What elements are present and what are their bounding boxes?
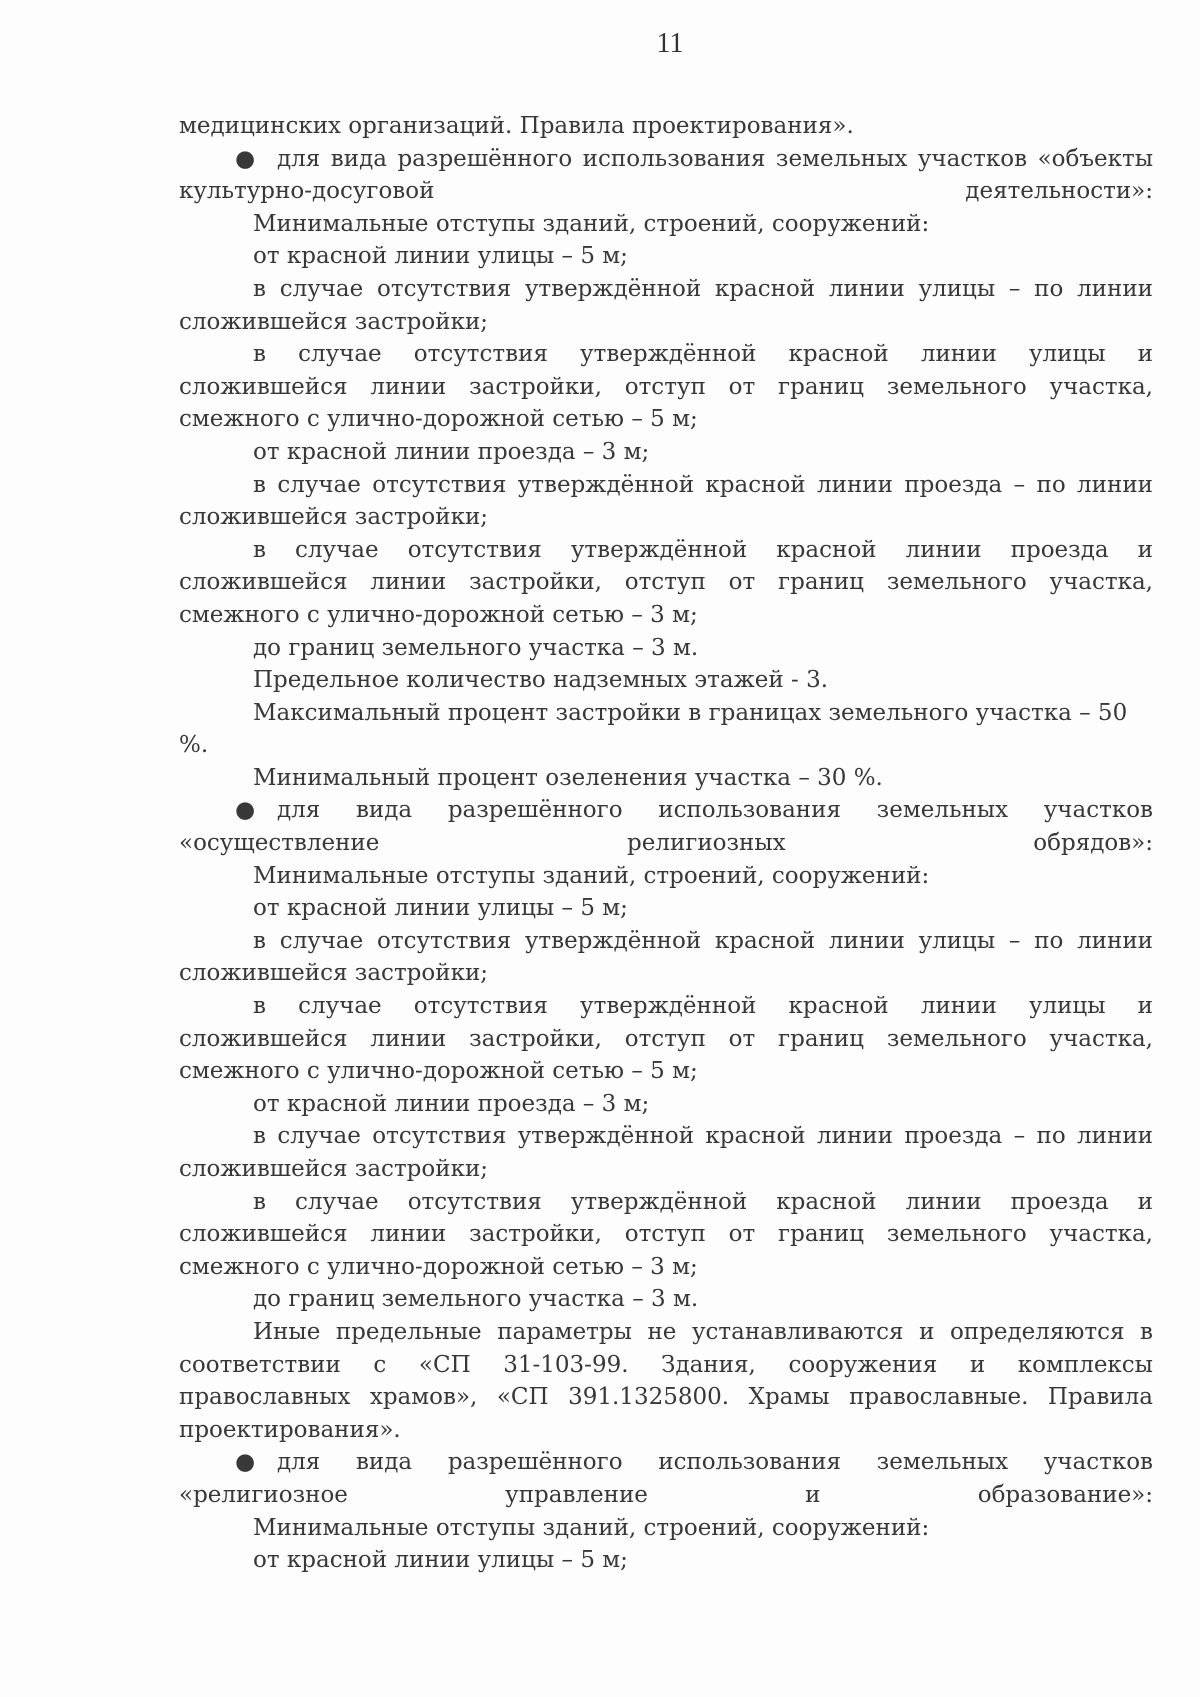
paragraph: [179, 1283, 1153, 1316]
paragraph-text: до границ земельного участка – 3 м.: [253, 634, 699, 661]
paragraph: [179, 632, 1153, 665]
paragraph-text: для вида разрешённого использования земельных участков «объекты культурно-досуговой деятельности»:: [179, 145, 1153, 205]
paragraph: [179, 1512, 1153, 1545]
paragraph: [179, 208, 1153, 241]
paragraph-text: от красной линии улицы – 5 м;: [253, 895, 628, 922]
paragraph-text: Минимальный процент озеленения участка – 30 %.: [253, 764, 883, 791]
paragraph-text: Максимальный процент застройки в границах земельного участка – 50 %.: [179, 699, 1128, 759]
paragraph: [179, 1088, 1153, 1121]
paragraph-text: в случае отсутствия утверждённой красной линии улицы и сложившейся линии застройки, отступ от границ земельного участка, смежного с улично-дорожной сетью – 5 м;: [179, 341, 1153, 433]
paragraph: [179, 697, 1153, 762]
paragraph-text: в случае отсутствия утверждённой красной линии улицы и сложившейся линии застройки, отступ от границ земельного участка, смежного с улично-дорожной сетью – 5 м;: [179, 993, 1153, 1085]
paragraph-text: Предельное количество надземных этажей - 3.: [253, 667, 829, 694]
paragraph: [179, 762, 1153, 795]
paragraph: [179, 240, 1153, 273]
paragraph: [179, 1120, 1153, 1185]
paragraph-text: от красной линии улицы – 5 м;: [253, 1547, 628, 1574]
paragraph: [179, 860, 1153, 893]
paragraph: [179, 534, 1153, 632]
paragraph-text: от красной линии проезда – 3 м;: [253, 1090, 650, 1117]
paragraph-text: до границ земельного участка – 3 м.: [253, 1286, 699, 1313]
paragraph: [179, 469, 1153, 534]
paragraph-continuation: [179, 110, 1153, 143]
paragraph-text: в случае отсутствия утверждённой красной линии улицы – по линии сложившейся застройки;: [179, 927, 1153, 987]
bullet-item: [179, 794, 1153, 859]
paragraph-text: в случае отсутствия утверждённой красной линии проезда – по линии сложившейся застройки;: [179, 1123, 1153, 1182]
paragraph: [179, 1186, 1153, 1284]
paragraph: [179, 925, 1153, 990]
document-body: [179, 110, 1153, 1577]
paragraph: [179, 664, 1153, 697]
bullet-icon: ●: [235, 145, 256, 172]
bullet-icon: ●: [235, 1449, 256, 1476]
paragraph: [179, 338, 1153, 436]
paragraph: [179, 1544, 1153, 1577]
paragraph-text: в случае отсутствия утверждённой красной линии проезда – по линии сложившейся застройки;: [179, 471, 1153, 531]
paragraph-text: медицинских организаций. Правила проектирования».: [179, 113, 854, 139]
page-number: 11: [656, 28, 684, 59]
paragraph-text: Минимальные отступы зданий, строений, сооружений:: [253, 1514, 930, 1541]
paragraph-text: Минимальные отступы зданий, строений, сооружений:: [253, 862, 930, 889]
paragraph-text: в случае отсутствия утверждённой красной линии проезда и сложившейся линии застройки, отступ от границ земельного участка, смежного с улично-дорожной сетью – 3 м;: [179, 536, 1153, 628]
paragraph-text: от красной линии проезда – 3 м;: [253, 438, 650, 465]
paragraph-text: Минимальные отступы зданий, строений, сооружений:: [253, 210, 930, 237]
paragraph: [179, 273, 1153, 338]
paragraph: [179, 892, 1153, 925]
bullet-item: [179, 1446, 1153, 1511]
paragraph: [179, 436, 1153, 469]
paragraph: [179, 1316, 1153, 1446]
paragraph-text: Иные предельные параметры не устанавливаются и определяются в соответствии с «СП 31-103-99. Здания, сооружения и комплексы православных храмов», «СП 391.1325800. Храмы православные. Правила проектирования».: [179, 1318, 1153, 1443]
paragraph-text: для вида разрешённого использования земельных участков «осуществление религиозных обрядов»:: [179, 797, 1153, 857]
paragraph-text: в случае отсутствия утверждённой красной линии улицы – по линии сложившейся застройки;: [179, 275, 1153, 335]
bullet-item: [179, 143, 1153, 208]
paragraph-text: для вида разрешённого использования земельных участков «религиозное управление и образование»:: [179, 1449, 1153, 1508]
paragraph-text: в случае отсутствия утверждённой красной линии проезда и сложившейся линии застройки, отступ от границ земельного участка, смежного с улично-дорожной сетью – 3 м;: [179, 1188, 1153, 1280]
paragraph: [179, 990, 1153, 1088]
paragraph-text: от красной линии улицы – 5 м;: [253, 243, 628, 270]
bullet-icon: ●: [235, 797, 256, 824]
